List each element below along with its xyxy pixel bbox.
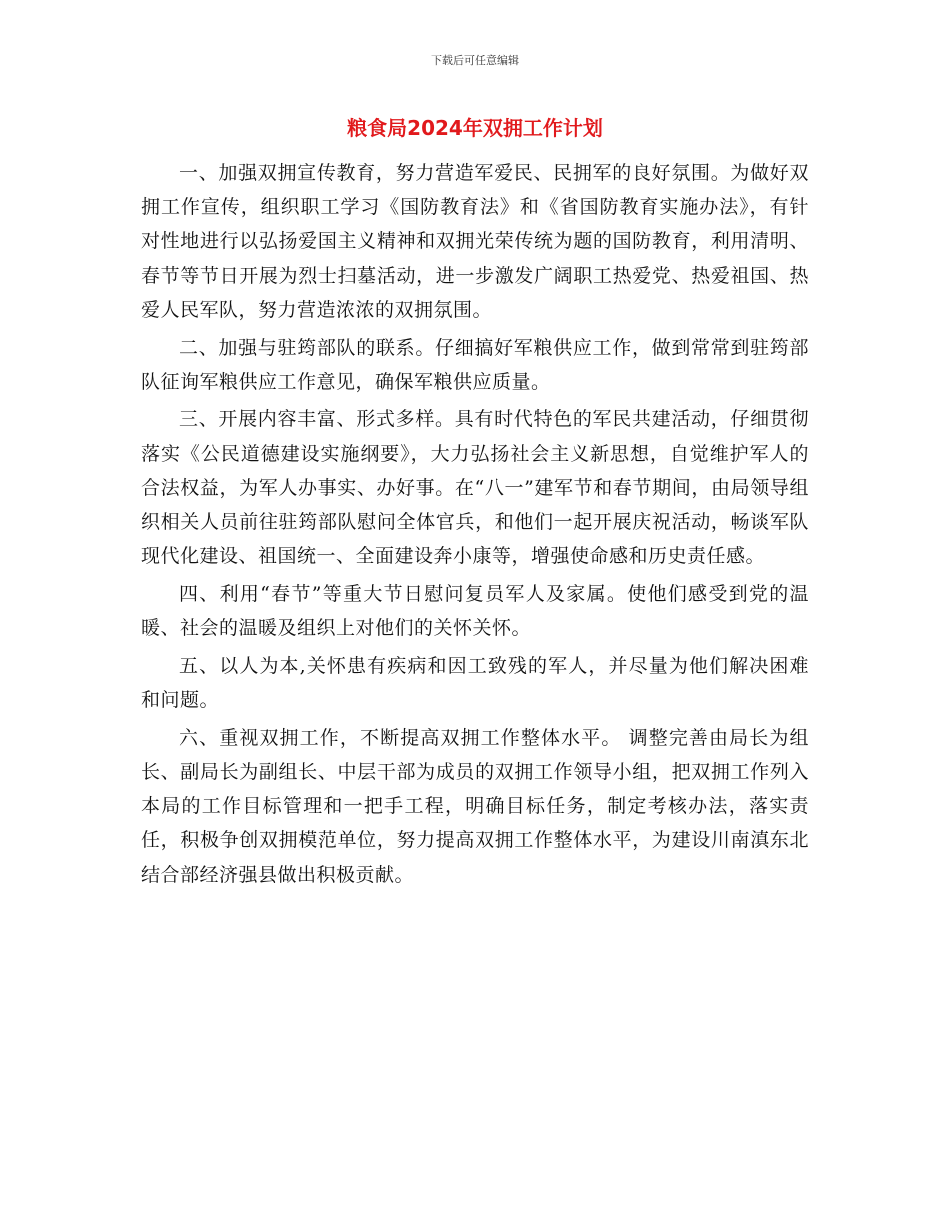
paragraph-6: 六、重视双拥工作，不断提高双拥工作整体水平。 调整完善由局长为组长、副局长为副组长、中层干部为成员的双拥工作领导小组，把双拥工作列入本局的工作目标管理和一把手工程，明确目标任务，制定考核办法，落实责任，积极争创双拥模范单位，努力提高双拥工作整体水平，为建设川南滇东北结合部经济强县做出积极贡献。 — [141, 726, 809, 886]
paragraph-3: 三、开展内容丰富、形式多样。具有时代特色的军民共建活动，仔细贯彻落实《公民道德建设实施纲要》，大力弘扬社会主义新思想，自觉维护军人的合法权益，为军人办事实、办好事。在“八一”建军节和春节期间，由局领导组织相关人员前往驻筠部队慰问全体官兵，和他们一起开展庆祝活动，畅谈军队现代化建设、祖国统一、全面建设奔小康等，增强使命感和历史责任感。 — [141, 408, 809, 568]
header-note: 下载后可任意编辑 — [431, 54, 519, 67]
document-body — [141, 156, 809, 895]
paragraph-2: 二、加强与驻筠部队的联系。仔细搞好军粮供应工作，做到常常到驻筠部队征询军粮供应工作意见，确保军粮供应质量。 — [141, 336, 809, 393]
paragraph-1: 一、加强双拥宣传教育，努力营造军爱民、民拥军的良好氛围。为做好双拥工作宣传，组织职工学习《国防教育法》和《省国防教育实施办法》，有针对性地进行以弘扬爱国主义精神和双拥光荣传统为题的国防教育，利用清明、春节等节日开展为烈士扫墓活动，进一步激发广阔职工热爱党、热爱祖国、热爱人民军队，努力营造浓浓的双拥氛围。 — [141, 162, 809, 321]
paragraph-4: 四、利用“春节”等重大节日慰问复员军人及家属。使他们感受到党的温暖、社会的温暖及组织上对他们的关怀关怀。 — [141, 582, 809, 640]
paragraph-5: 五、以人为本,关怀患有疾病和因工致残的军人，并尽量为他们解决困难和问题。 — [141, 654, 809, 712]
document-title: 粮食局2024年双拥工作计划 — [347, 116, 603, 140]
